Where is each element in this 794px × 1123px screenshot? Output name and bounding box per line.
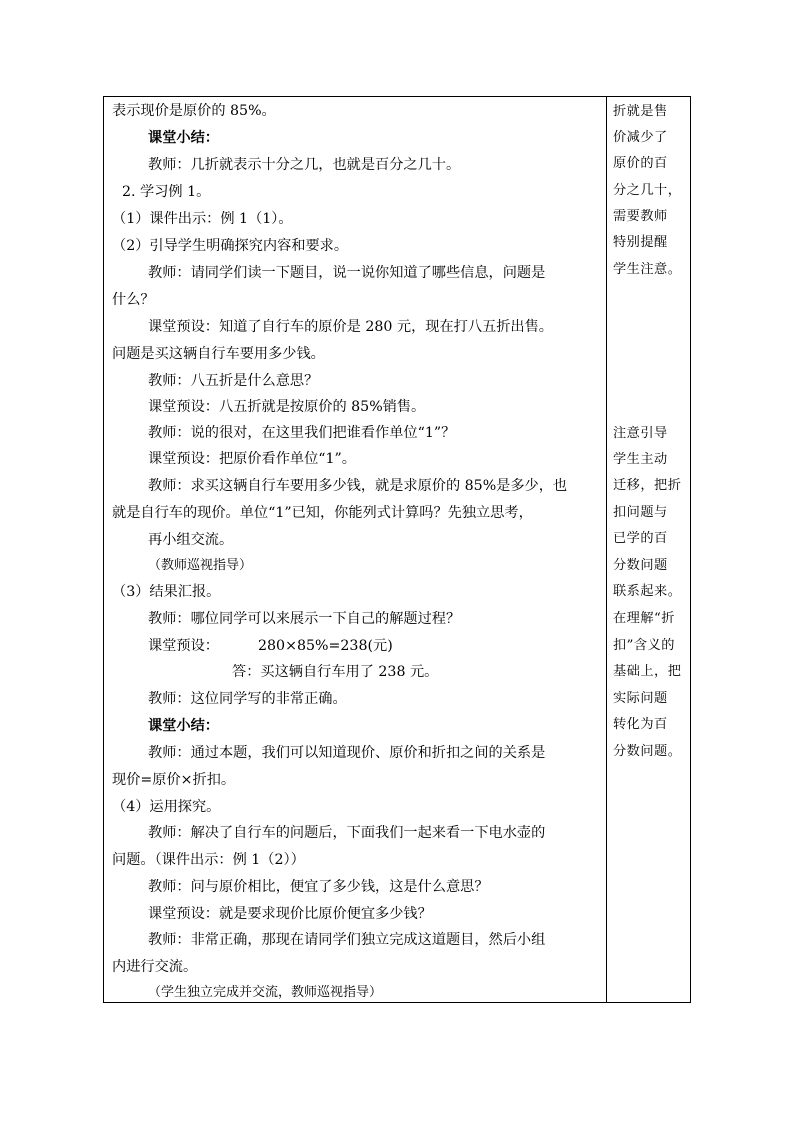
side-note-line: 联系起来。: [613, 584, 682, 599]
text-line: 教师：通过本题，我们可以知道现价、原价和折扣之间的关系是: [148, 745, 546, 761]
text-line: 教师：这位同学写的非常正确。: [148, 691, 347, 707]
side-note-line: 学生主动: [613, 452, 668, 467]
text-line: （1）课件出示：例 1（1）。: [112, 211, 293, 227]
text-line: 课堂预设：就是要求现价比原价便宜多少钱？: [148, 906, 432, 922]
text-line: 再小组交流。: [148, 532, 234, 548]
side-note-line: 基础上，把: [613, 664, 682, 679]
side-note-line: 扣问题与: [613, 505, 668, 520]
teacher-note: （教师巡视指导）: [148, 558, 253, 573]
side-note-line: 特别提醒: [613, 235, 668, 250]
text-line: 教师：非常正确，那现在请同学们独立完成这道题目，然后小组: [148, 932, 546, 948]
text-line: 问题。（课件出示：例 1（2））: [112, 852, 305, 868]
text-line: 教师：说的很对，在这里我们把谁看作单位“1”？: [148, 425, 456, 441]
lesson-table: [103, 96, 691, 1003]
side-note-line: 需要教师: [613, 209, 668, 224]
text-line: 教师：八五折是什么意思？: [148, 373, 319, 389]
side-note-line: 已学的百: [613, 531, 668, 546]
side-note-line: 注意引导: [613, 426, 668, 441]
text-line: 教师：解决了自行车的问题后，下面我们一起来看一下电水壶的: [148, 825, 546, 841]
text-line: 课堂预设：把原价看作单位“1”。: [148, 451, 356, 467]
side-note-line: 原价的百: [613, 156, 668, 171]
text-line: 现价=原价×折扣。: [112, 772, 236, 788]
text-line: 什么？: [112, 292, 155, 308]
side-note-line: 分数问题: [613, 558, 668, 573]
side-note-line: 分数问题。: [613, 744, 682, 759]
side-note-line: 实际问题: [613, 691, 668, 706]
side-note-line: 折就是售: [613, 104, 668, 119]
text-line: 教师：哪位同学可以来展示一下自己的解题过程？: [148, 611, 461, 627]
formula: 280×85%=238(元): [258, 638, 393, 654]
text-line: 表示现价是原价的 85%。: [112, 103, 276, 119]
side-note-line: 转化为百: [613, 717, 668, 732]
section-heading: 2. 学习例 1。: [122, 184, 211, 200]
text-line: （4）运用探究。: [112, 799, 221, 815]
text-line: 课堂预设：: [148, 638, 219, 654]
text-line: 内进行交流。: [112, 959, 198, 975]
text-line: （3）结果汇报。: [112, 584, 221, 600]
text-line: （2）引导学生明确探究内容和要求。: [112, 238, 349, 254]
summary-heading: 课堂小结：: [148, 130, 219, 146]
text-line: 课堂预设：八五折就是按原价的 85%销售。: [148, 399, 426, 415]
side-note-line: 价减少了: [613, 130, 668, 145]
column-divider: [606, 97, 607, 1002]
side-note-line: 在理解“折: [613, 611, 675, 626]
answer-line: 答：买这辆自行车用了 238 元。: [232, 664, 439, 680]
text-line: 教师：问与原价相比，便宜了多少钱，这是什么意思？: [148, 879, 489, 895]
text-line: 教师：几折就表示十分之几，也就是百分之几十。: [148, 157, 461, 173]
text-line: 课堂预设：知道了自行车的原价是 280 元，现在打八五折出售。: [148, 319, 553, 335]
teacher-note: （学生独立完成并交流，教师巡视指导）: [148, 985, 383, 1000]
text-line: 教师：求买这辆自行车要用多少钱，就是求原价的 85%是多少，也: [148, 478, 568, 494]
text-line: 问题是买这辆自行车要用多少钱。: [112, 346, 325, 362]
summary-heading: 课堂小结：: [148, 718, 219, 734]
side-note-line: 学生注意。: [613, 262, 682, 277]
side-note-line: 迁移，把折: [613, 478, 682, 493]
side-note-line: 分之几十，: [613, 183, 682, 198]
text-line: 就是自行车的现价。单位“1”已知，你能列式计算吗？先独立思考，: [112, 505, 533, 521]
text-line: 教师：请同学们读一下题目，说一说你知道了哪些信息，问题是: [148, 265, 546, 281]
side-note-line: 扣”含义的: [613, 638, 675, 653]
